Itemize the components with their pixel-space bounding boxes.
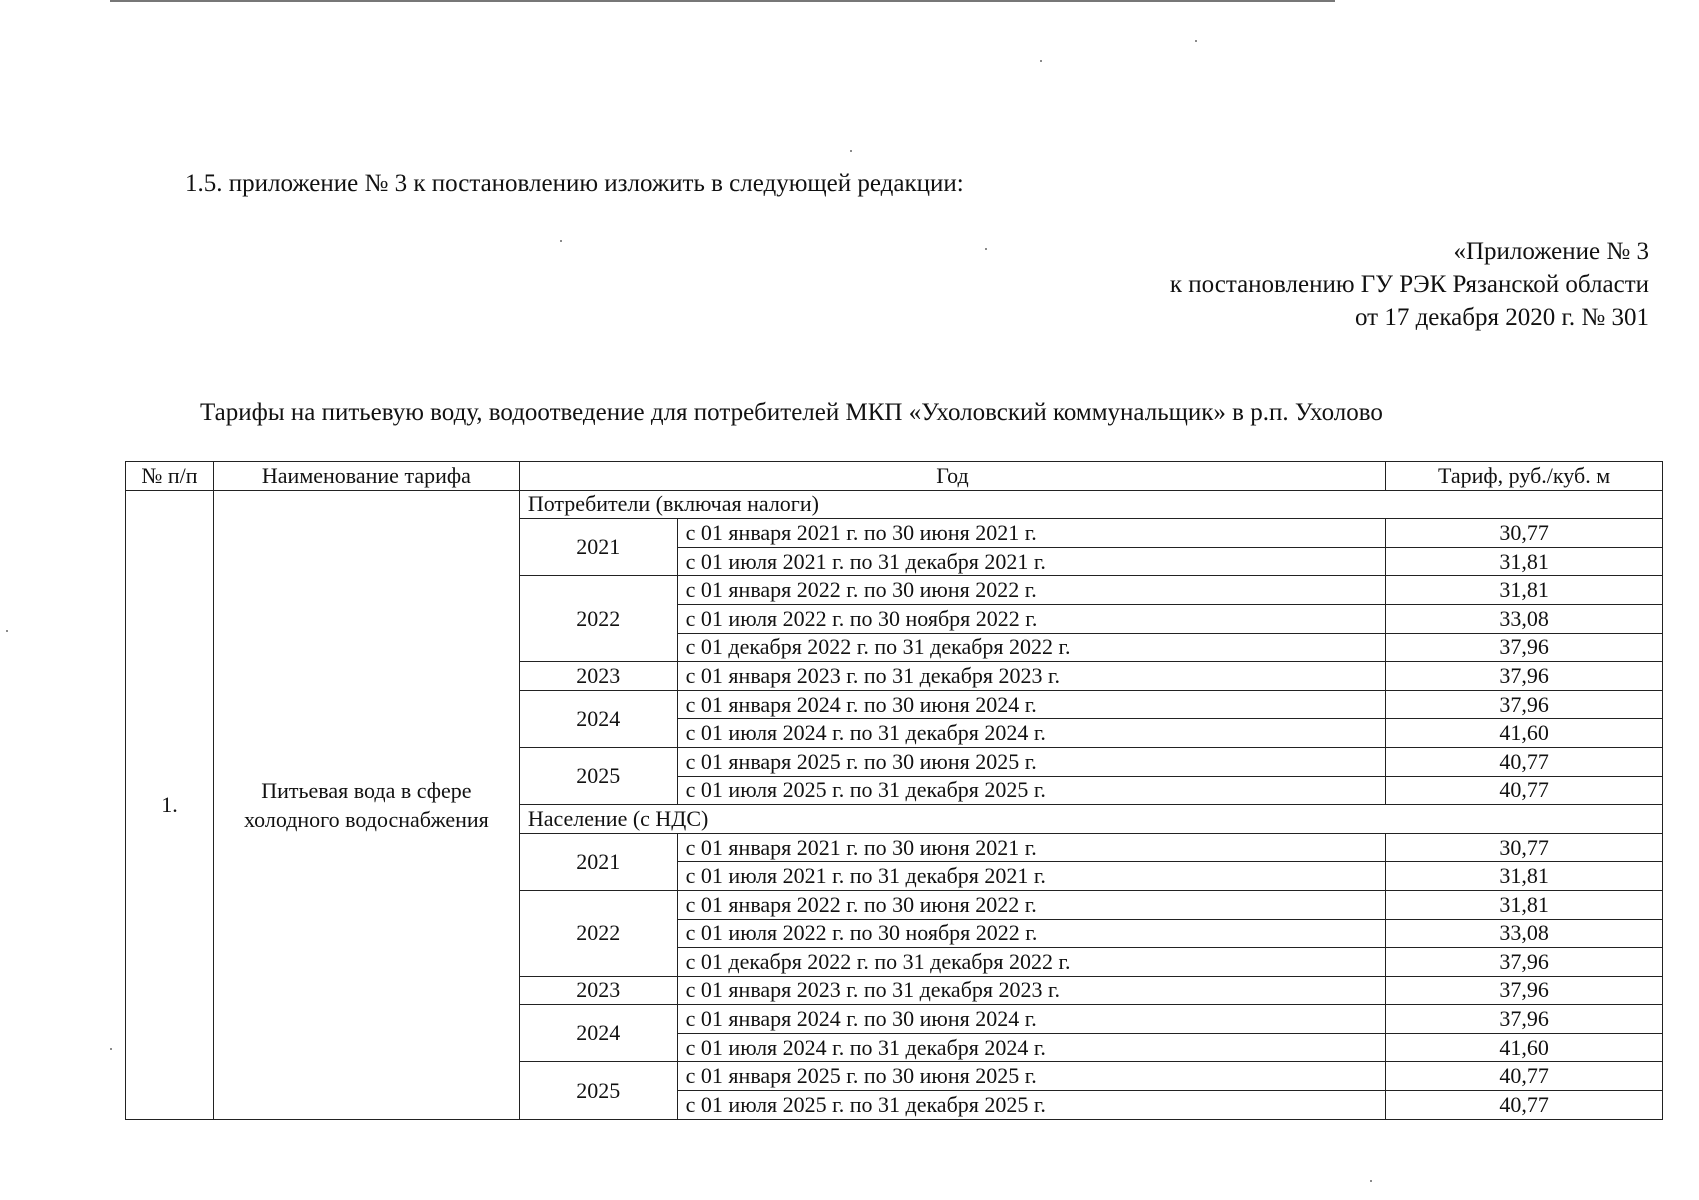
appendix-line-2: к постановлению ГУ РЭК Рязанской области — [1169, 271, 1649, 298]
tariff-table — [125, 461, 1663, 1120]
table-header-row — [126, 462, 1663, 491]
period-cell: с 01 января 2025 г. по 30 июня 2025 г. — [677, 1062, 1385, 1091]
tariff-value: 33,08 — [1386, 919, 1663, 948]
period-cell: с 01 января 2021 г. по 30 июня 2021 г. — [677, 833, 1385, 862]
year-cell: 2025 — [519, 747, 677, 804]
scan-speck — [850, 150, 852, 152]
tariff-value: 40,77 — [1386, 776, 1663, 805]
tariff-value: 37,96 — [1386, 662, 1663, 691]
scan-speck — [110, 1048, 112, 1050]
year-cell: 2023 — [519, 662, 677, 691]
period-cell: с 01 января 2024 г. по 30 июня 2024 г. — [677, 1005, 1385, 1034]
period-cell: с 01 января 2024 г. по 30 июня 2024 г. — [677, 690, 1385, 719]
tariff-value: 30,77 — [1386, 833, 1663, 862]
period-cell: с 01 июля 2025 г. по 31 декабря 2025 г. — [677, 776, 1385, 805]
tariff-value: 40,77 — [1386, 1062, 1663, 1091]
year-cell: 2023 — [519, 976, 677, 1005]
year-cell: 2024 — [519, 690, 677, 747]
period-cell: с 01 января 2021 г. по 30 июня 2021 г. — [677, 519, 1385, 548]
tariff-value: 37,96 — [1386, 633, 1663, 662]
period-cell: с 01 января 2022 г. по 30 июня 2022 г. — [677, 576, 1385, 605]
appendix-reference — [1170, 235, 1649, 334]
period-cell: с 01 июля 2021 г. по 31 декабря 2021 г. — [677, 547, 1385, 576]
appendix-line-1: «Приложение № 3 — [1453, 238, 1649, 265]
document-title: Тарифы на питьевую воду, водоотведение для потребителей МКП «Ухоловский коммунальщик» в р.п. Ухолово — [200, 399, 1383, 426]
period-cell: с 01 января 2023 г. по 31 декабря 2023 г. — [677, 976, 1385, 1005]
year-cell: 2021 — [519, 833, 677, 890]
year-cell: 2025 — [519, 1062, 677, 1119]
year-cell: 2022 — [519, 890, 677, 976]
tariff-value: 41,60 — [1386, 1033, 1663, 1062]
tariff-value: 37,96 — [1386, 948, 1663, 977]
period-cell: с 01 января 2023 г. по 31 декабря 2023 г. — [677, 662, 1385, 691]
section-row — [126, 490, 1663, 519]
period-cell: с 01 июля 2025 г. по 31 декабря 2025 г. — [677, 1091, 1385, 1120]
period-cell: с 01 июля 2022 г. по 30 ноября 2022 г. — [677, 919, 1385, 948]
tariff-value: 41,60 — [1386, 719, 1663, 748]
header-num: № п/п — [126, 462, 214, 491]
header-name: Наименование тарифа — [213, 462, 519, 491]
period-cell: с 01 января 2022 г. по 30 июня 2022 г. — [677, 890, 1385, 919]
intro-paragraph: 1.5. приложение № 3 к постановлению изложить в следующей редакции: — [185, 170, 964, 197]
year-cell: 2021 — [519, 519, 677, 576]
period-cell: с 01 декабря 2022 г. по 31 декабря 2022 г. — [677, 948, 1385, 977]
scan-speck — [6, 630, 8, 632]
tariff-value: 37,96 — [1386, 976, 1663, 1005]
period-cell: с 01 июля 2021 г. по 31 декабря 2021 г. — [677, 862, 1385, 891]
tariff-value: 30,77 — [1386, 519, 1663, 548]
scan-speck — [1370, 1180, 1372, 1182]
scan-speck — [985, 248, 987, 250]
header-tariff: Тариф, руб./куб. м — [1386, 462, 1663, 491]
tariff-value: 37,96 — [1386, 690, 1663, 719]
section-title-population: Население (с НДС) — [519, 805, 1662, 834]
period-cell: с 01 июля 2022 г. по 30 ноября 2022 г. — [677, 604, 1385, 633]
scan-speck — [1040, 60, 1042, 62]
item-name: Питьевая вода в сфере холодного водоснабжения — [213, 490, 519, 1119]
period-cell: с 01 января 2025 г. по 30 июня 2025 г. — [677, 747, 1385, 776]
item-number: 1. — [126, 490, 214, 1119]
section-title-consumers: Потребители (включая налоги) — [519, 490, 1662, 519]
year-cell: 2024 — [519, 1005, 677, 1062]
tariff-value: 33,08 — [1386, 604, 1663, 633]
year-cell: 2022 — [519, 576, 677, 662]
scan-speck — [1195, 40, 1197, 42]
tariff-value: 31,81 — [1386, 890, 1663, 919]
period-cell: с 01 июля 2024 г. по 31 декабря 2024 г. — [677, 719, 1385, 748]
tariff-value: 31,81 — [1386, 862, 1663, 891]
tariff-value: 31,81 — [1386, 576, 1663, 605]
tariff-value: 37,96 — [1386, 1005, 1663, 1034]
period-cell: с 01 декабря 2022 г. по 31 декабря 2022 г. — [677, 633, 1385, 662]
appendix-line-3: от 17 декабря 2020 г. № 301 — [1354, 304, 1649, 331]
header-year: Год — [519, 462, 1385, 491]
tariff-value: 40,77 — [1386, 747, 1663, 776]
period-cell: с 01 июля 2024 г. по 31 декабря 2024 г. — [677, 1033, 1385, 1062]
scan-speck — [560, 240, 562, 242]
tariff-value: 31,81 — [1386, 547, 1663, 576]
scan-top-edge-line — [110, 0, 1335, 2]
tariff-value: 40,77 — [1386, 1091, 1663, 1120]
